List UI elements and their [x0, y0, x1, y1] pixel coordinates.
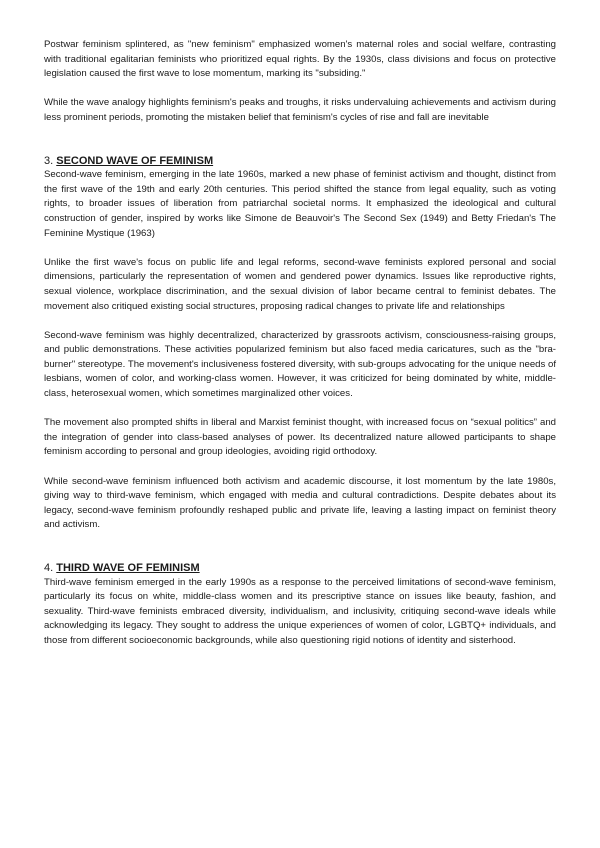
second-wave-heading	[44, 154, 556, 169]
intro-paragraph-2: While the wave analogy highlights feminism's peaks and troughs, it risks undervaluing achievements and activism during less prominent periods, promoting the mistaken belief that feminism's cycles of rise and fall are inevitable	[44, 97, 556, 123]
second-wave-paragraph-4: The movement also prompted shifts in liberal and Marxist feminist thought, with increased focus on “sexual politics” and the integration of gender into class-based analyses of power. Its decentralized nature allowed participants to shape feminism according to personal and group ideologies, avoiding rigid orthodoxy.	[44, 417, 556, 458]
third-wave-paragraph-1: Third-wave feminism emerged in the early 1990s as a response to the perceived limitations of second-wave feminism, particularly its focus on white, middle-class women and its prescriptive stance on issues like beauty, fashion, and sexuality. Third-wave feminists embraced diversity, individualism, and inclusivity, critiquing second-wave ideals while acknowledging its legacy. They sought to address the unique experiences of women of color, LGBTQ+ individuals, and those from different socioeconomic backgrounds, while also questioning rigid notions of identity and sisterhood.	[44, 576, 556, 646]
second-wave-paragraph-2: Unlike the first wave's focus on public life and legal reforms, second-wave feminists explored personal and social dimensions, particularly the representation of women and gendered power dynamics. Issues like reproductive rights, sexual violence, workplace discrimination, and the sexual division of labor became central to feminist debates. The movement also critiqued existing social structures, proposing radical changes to private life and relationships	[44, 256, 556, 312]
third-wave-heading	[44, 561, 556, 576]
third-wave-number: 4.	[44, 562, 54, 574]
intro-paragraph-1: Postwar feminism splintered, as "new feminism" emphasized women's maternal roles and social welfare, contrasting with traditional egalitarian feminists who prioritized equal rights. By the 1930s, class divisions and focus on protective legislation caused the first wave to lose momentum, marking its "subsiding."	[44, 39, 556, 80]
third-wave-title: THIRD WAVE OF FEMINISM	[56, 562, 200, 574]
document-page	[44, 38, 556, 649]
second-wave-title: SECOND WAVE OF FEMINISM	[56, 154, 214, 167]
second-wave-number: 3.	[44, 154, 54, 167]
second-wave-paragraph-3: Second-wave feminism was highly decentralized, characterized by grassroots activism, consciousness-raising groups, and public demonstrations. These activities popularized feminism but also faced media caricatures, such as the "bra-burner" stereotype. The movement's inclusiveness fostered diversity, with sub-groups advocating for the unique needs of lesbians, women of color, and working-class women. However, it was criticized for being dominated by white, middle-class, heterosexual women, which sometimes marginalized other voices.	[44, 329, 556, 400]
second-wave-paragraph-1: Second-wave feminism, emerging in the late 1960s, marked a new phase of feminist activism and thought, distinct from the first wave of the 19th and early 20th centuries. This period shifted the stance from legal equality, such as voting rights, to broader issues of liberation from patriarchal societal norms. It emphasized the ideological and cultural construction of gender, inspired by works like Simone de Beauvoir's The Second Sex (1949) and Betty Friedan's The Feminine Mystique (1963)	[44, 169, 556, 239]
second-wave-paragraph-5: While second-wave feminism influenced both activism and academic discourse, it lost momentum by the late 1980s, giving way to third-wave feminism, which engaged with media and cultural contradictions. Despite debates about its legacy, second-wave feminism profoundly reshaped public and private life, leaving a lasting impact on feminist theory and activism.	[44, 475, 556, 531]
